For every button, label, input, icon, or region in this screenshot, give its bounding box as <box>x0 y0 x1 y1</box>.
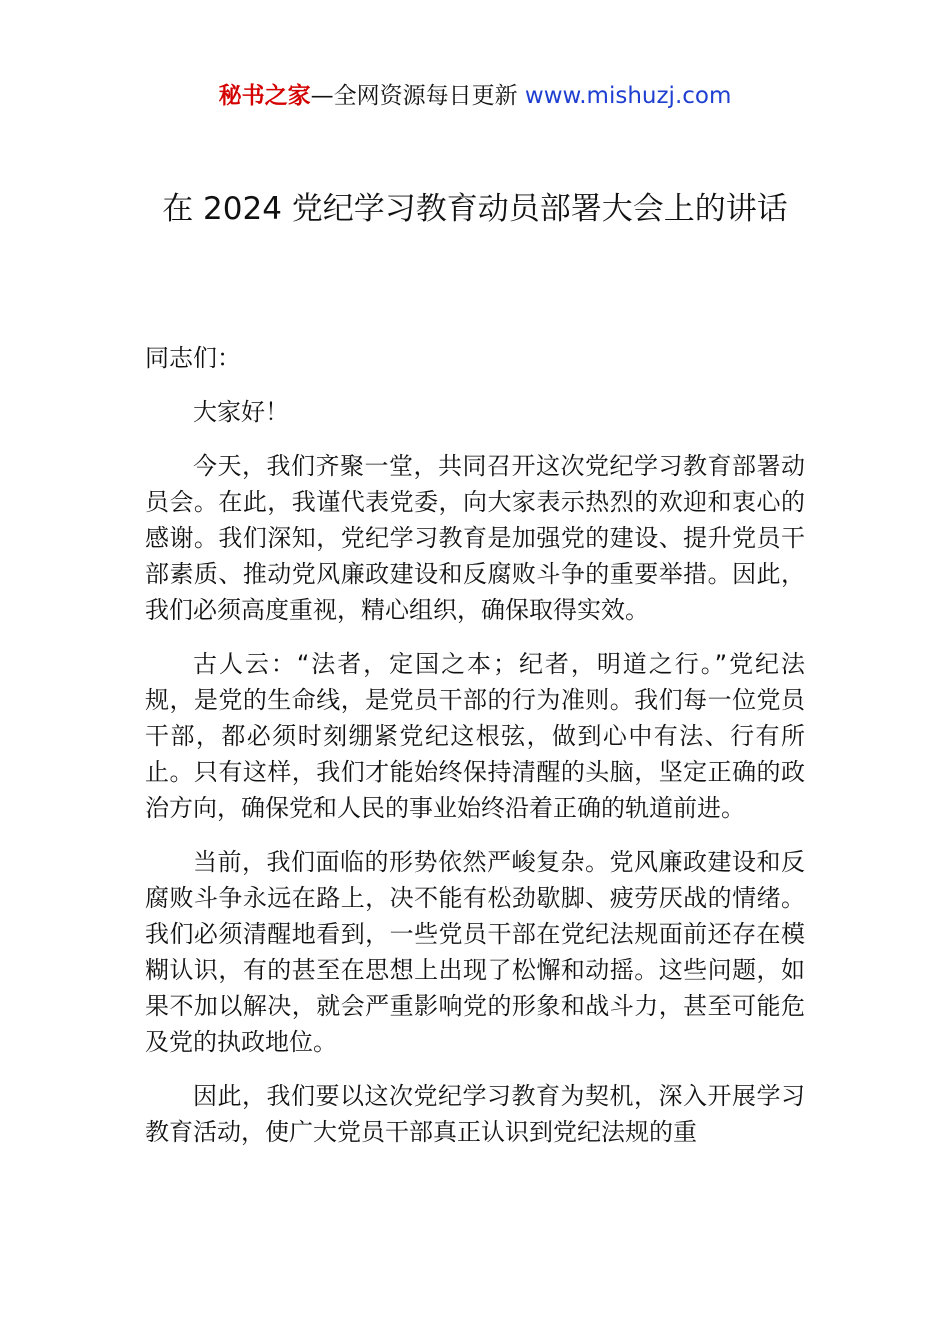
paragraph-greeting: 大家好！ <box>193 398 289 426</box>
brand-name: 秘书之家 <box>218 83 311 109</box>
document-body <box>145 340 805 1168</box>
paragraph-1: 今天，我们齐聚一堂，共同召开这次党纪学习教育部署动员会。在此，我谨代表党委，向大家表示热烈的欢迎和衷心的感谢。我们深知，党纪学习教育是加强党的建设、提升党员干部素质、推动党风廉政建设和反腐败斗争的重要举措。因此，我们必须高度重视，精心组织，确保取得实效。 <box>145 452 805 624</box>
paragraph-4: 因此，我们要以这次党纪学习教育为契机，深入开展学习教育活动，使广大党员干部真正认识到党纪法规的重 <box>145 1082 805 1146</box>
paragraph-2: 古人云：“法者，定国之本；纪者，明道之行。”党纪法规，是党的生命线，是党员干部的行为准则。我们每一位党员干部，都必须时刻绷紧党纪这根弦，做到心中有法、行有所止。只有这样，我们才能始终保持清醒的头脑，坚定正确的政治方向，确保党和人民的事业始终沿着正确的轨道前进。 <box>145 650 805 822</box>
site-url-link[interactable]: www.mishuzj.com <box>524 83 732 109</box>
salutation: 同志们： <box>145 344 241 372</box>
site-header <box>0 80 950 112</box>
document-title: 在 2024 党纪学习教育动员部署大会上的讲话 <box>162 191 788 227</box>
paragraph-3: 当前，我们面临的形势依然严峻复杂。党风廉政建设和反腐败斗争永远在路上，决不能有松劲歇脚、疲劳厌战的情绪。我们必须清醒地看到，一些党员干部在党纪法规面前还存在模糊认识，有的甚至在思想上出现了松懈和动摇。这些问题，如果不加以解决，就会严重影响党的形象和战斗力，甚至可能危及党的执政地位。 <box>145 848 805 1056</box>
header-tagline: —全网资源每日更新 <box>310 83 525 109</box>
